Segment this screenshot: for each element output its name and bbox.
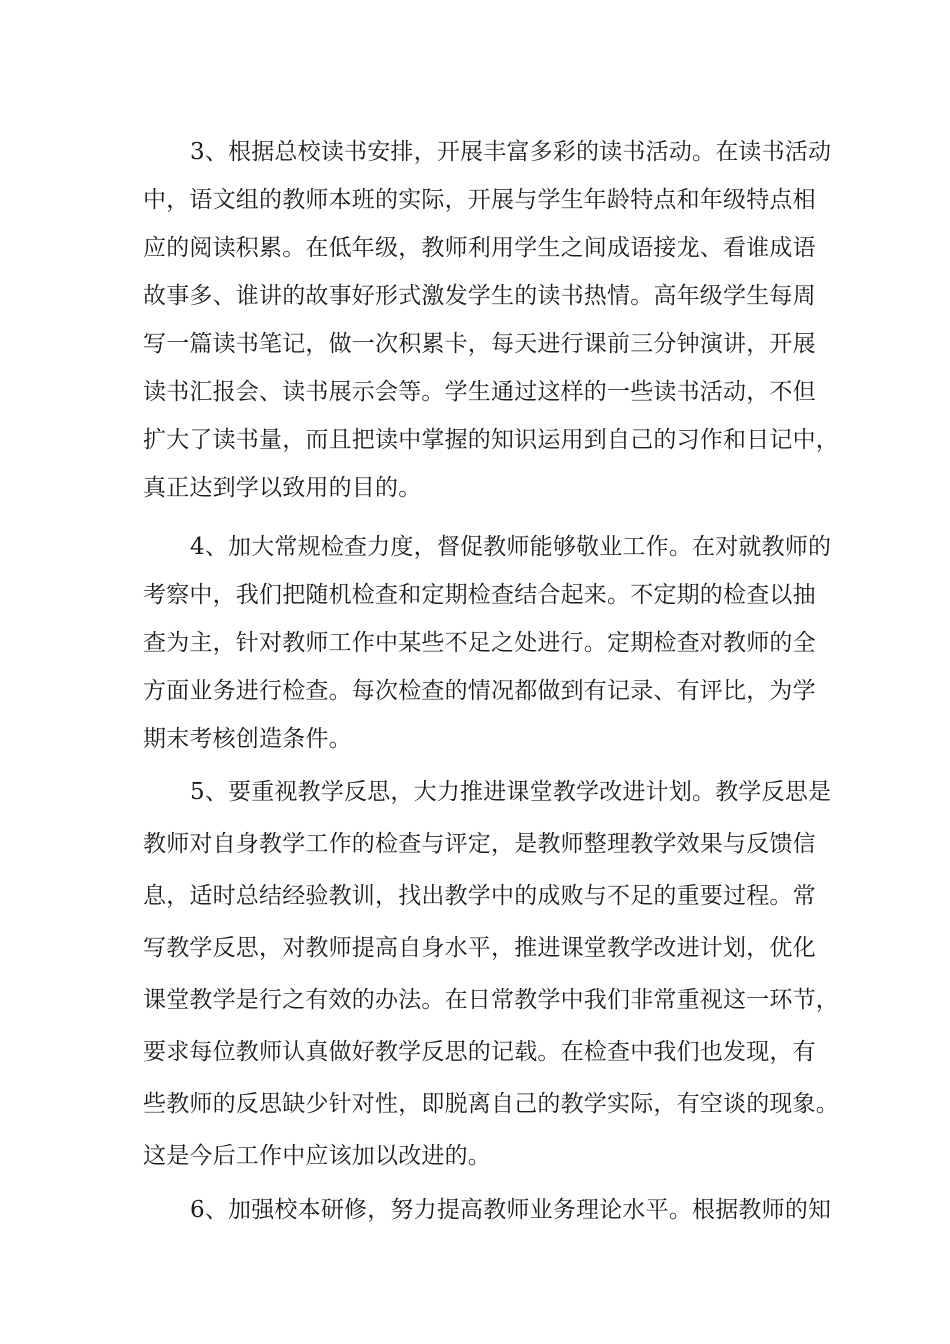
paragraph-3-line-4: 故事多、谁讲的故事好形式激发学生的读书热情。高年级学生每周 (143, 283, 816, 309)
paragraph-3-line-6: 读书汇报会、读书展示会等。学生通过这样的一些读书活动，不但 (143, 379, 816, 405)
paragraph-3-line-8: 真正达到学以致用的目的。 (143, 475, 422, 501)
paragraph-4-line-1: 4、加大常规检查力度，督促教师能够敬业工作。在对就教师的 (190, 534, 832, 560)
paragraph-5-line-5: 课堂教学是行之有效的办法。在日常教学中我们非常重视这一环节， (143, 987, 839, 1013)
paragraph-3-line-3: 应的阅读积累。在低年级，教师利用学生之间成语接龙、看谁成语 (143, 235, 816, 261)
paragraph-5-line-1: 5、要重视教学反思，大力推进课堂教学改进计划。教学反思是 (190, 779, 832, 805)
paragraph-5-line-7: 些教师的反思缺少针对性，即脱离自己的教学实际，有空谈的现象。 (143, 1091, 839, 1117)
paragraph-5-line-4: 写教学反思，对教师提高自身水平，推进课堂教学改进计划，优化 (143, 935, 816, 961)
paragraph-3-line-2: 中，语文组的教师本班的实际，开展与学生年龄特点和年级特点相 (143, 187, 816, 213)
paragraph-3-line-1: 3、根据总校读书安排，开展丰富多彩的读书活动。在读书活动 (190, 139, 832, 165)
paragraph-5-line-3: 息，适时总结经验教训，找出教学中的成败与不足的重要过程。常 (143, 883, 816, 909)
paragraph-4-line-3: 查为主，针对教师工作中某些不足之处进行。定期检查对教师的全 (143, 630, 816, 656)
paragraph-4-line-5: 期末考核创造条件。 (143, 726, 352, 752)
paragraph-5-line-2: 教师对自身教学工作的检查与评定，是教师整理教学效果与反馈信 (143, 831, 816, 857)
paragraph-4-line-4: 方面业务进行检查。每次检查的情况都做到有记录、有评比，为学 (143, 678, 816, 704)
paragraph-5-line-8: 这是今后工作中应该加以改进的。 (143, 1143, 491, 1169)
paragraph-3-line-5: 写一篇读书笔记，做一次积累卡，每天进行课前三分钟演讲，开展 (143, 331, 816, 357)
paragraph-5-line-6: 要求每位教师认真做好教学反思的记载。在检查中我们也发现，有 (143, 1039, 816, 1065)
paragraph-4-line-2: 考察中，我们把随机检查和定期检查结合起来。不定期的检查以抽 (143, 582, 816, 608)
paragraph-6-line-1: 6、加强校本研修，努力提高教师业务理论水平。根据教师的知 (190, 1197, 832, 1223)
paragraph-3-line-7: 扩大了读书量，而且把读中掌握的知识运用到自己的习作和日记中， (143, 427, 839, 453)
